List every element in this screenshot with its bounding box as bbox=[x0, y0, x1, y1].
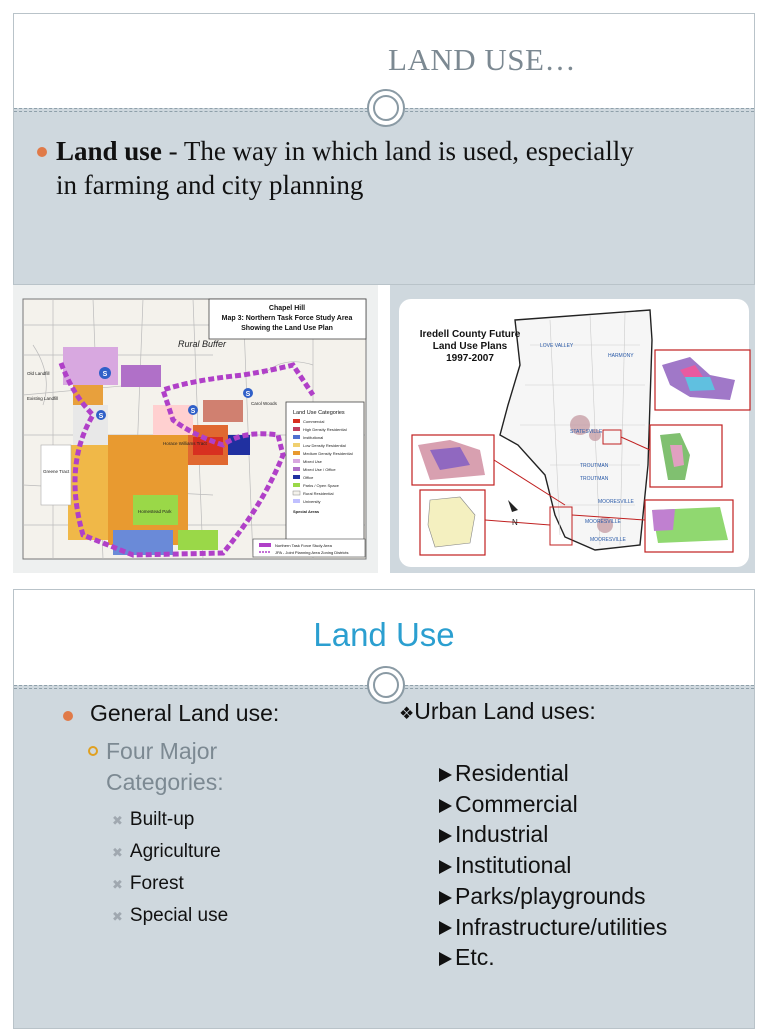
svg-text:High Density Residential: High Density Residential bbox=[303, 427, 347, 432]
sub-title-line2: Categories: bbox=[106, 769, 224, 795]
svg-text:Homestead Park: Homestead Park bbox=[138, 509, 172, 514]
svg-text:LOVE VALLEY: LOVE VALLEY bbox=[540, 343, 574, 349]
svg-text:Mixed Use / Office: Mixed Use / Office bbox=[303, 467, 336, 472]
list-item bbox=[439, 912, 667, 943]
list-item bbox=[112, 804, 228, 836]
rural-buffer-label: Rural Buffer bbox=[178, 339, 227, 349]
svg-text:Special Areas: Special Areas bbox=[293, 509, 320, 514]
svg-text:Low Density Residential: Low Density Residential bbox=[303, 443, 346, 448]
svg-text:Greene Tract: Greene Tract bbox=[43, 469, 70, 474]
iredell-map-frame bbox=[390, 285, 755, 573]
svg-text:MOORESVILLE: MOORESVILLE bbox=[598, 499, 634, 505]
map-title-line3: Showing the Land Use Plan bbox=[241, 325, 333, 332]
svg-text:S: S bbox=[190, 408, 196, 415]
footer-legend-1: Northern Task Force Study Area bbox=[275, 543, 332, 548]
divider-ring-icon bbox=[367, 89, 405, 127]
iredell-title-line2: Land Use Plans bbox=[432, 341, 508, 352]
bullet-icon bbox=[37, 147, 47, 157]
svg-text:S: S bbox=[245, 391, 251, 398]
svg-text:N: N bbox=[512, 518, 518, 527]
list-item bbox=[439, 881, 667, 912]
svg-text:MOORESVILLE: MOORESVILLE bbox=[590, 537, 626, 543]
arrow-bullet-icon bbox=[439, 799, 452, 813]
slide-title: LAND USE… bbox=[388, 42, 576, 77]
definition-bullet bbox=[56, 134, 656, 202]
map-title-line1: Chapel Hill bbox=[268, 305, 306, 312]
sub-title-line1: Four Major bbox=[106, 738, 218, 764]
arrow-bullet-icon bbox=[439, 921, 452, 935]
svg-text:Institutional: Institutional bbox=[303, 435, 324, 440]
arrow-bullet-icon bbox=[439, 768, 452, 782]
svg-text:TROUTMAN: TROUTMAN bbox=[580, 476, 609, 482]
cross-bullet-icon: ✖ bbox=[112, 877, 123, 892]
diamond-bullet-icon: ❖ bbox=[399, 704, 415, 723]
category-label: Forest bbox=[129, 873, 184, 894]
arrow-bullet-icon bbox=[439, 829, 452, 843]
urban-item-label: Institutional bbox=[455, 852, 572, 879]
urban-land-uses-heading bbox=[399, 698, 596, 725]
list-item bbox=[112, 868, 228, 900]
svg-text:Mixed Use: Mixed Use bbox=[303, 459, 322, 464]
chapel-hill-map bbox=[13, 285, 378, 573]
chapel-hill-map-frame bbox=[13, 285, 378, 573]
urban-item-label: Commercial bbox=[455, 790, 578, 817]
svg-text:S: S bbox=[102, 371, 108, 378]
svg-text:STATESVILLE: STATESVILLE bbox=[570, 429, 603, 435]
general-land-use: General Land use: bbox=[90, 700, 280, 726]
svg-text:Carol Woods: Carol Woods bbox=[251, 401, 277, 406]
arrow-bullet-icon bbox=[439, 891, 452, 905]
cross-bullet-icon: ✖ bbox=[112, 813, 123, 828]
svg-text:S: S bbox=[98, 413, 104, 420]
list-item bbox=[439, 789, 667, 820]
urban-item-label: Infrastructure/utilities bbox=[455, 913, 668, 940]
term-dash: - bbox=[161, 136, 184, 166]
list-item bbox=[439, 850, 667, 881]
list-item bbox=[112, 836, 228, 868]
list-item bbox=[439, 758, 667, 789]
svg-text:MOORESVILLE: MOORESVILLE bbox=[585, 519, 621, 525]
urban-item-label: Residential bbox=[455, 760, 569, 786]
urban-list bbox=[439, 758, 667, 973]
svg-text:Parks / Open Space: Parks / Open Space bbox=[303, 483, 339, 488]
svg-text:Commercial: Commercial bbox=[303, 419, 325, 424]
svg-text:Old Landfill: Old Landfill bbox=[27, 371, 50, 376]
cross-bullet-icon: ✖ bbox=[112, 845, 123, 860]
map-title-line2: Map 3: Northern Task Force Study Area bbox=[221, 315, 353, 322]
term: Land use bbox=[56, 136, 162, 166]
urban-item-label: Industrial bbox=[455, 821, 549, 848]
arrow-bullet-icon bbox=[439, 860, 452, 874]
svg-text:Existing Landfill: Existing Landfill bbox=[27, 396, 59, 401]
cross-bullet-icon: ✖ bbox=[112, 909, 123, 924]
urban-item-label: Parks/playgrounds bbox=[455, 882, 646, 909]
category-label: Built-up bbox=[129, 809, 195, 830]
definition-text: The way in which land is used, especially in farming and city planning bbox=[56, 136, 634, 200]
iredell-title-line1: Iredell County Future bbox=[419, 329, 521, 340]
footer-legend-2: JPA - Joint Planning Area Zoning Districts bbox=[275, 550, 349, 555]
svg-text:Medium Density Residential: Medium Density Residential bbox=[303, 451, 353, 456]
sub-bullet-icon bbox=[88, 746, 98, 756]
list-item bbox=[439, 942, 667, 973]
list-item bbox=[439, 819, 667, 850]
urban-item-label: Etc. bbox=[455, 944, 495, 971]
urban-title: Urban Land uses: bbox=[414, 698, 596, 724]
category-label: Special use bbox=[129, 905, 229, 926]
slide-title: Land Use bbox=[313, 616, 455, 653]
svg-text:Horace Williams Tract: Horace Williams Tract bbox=[163, 441, 207, 446]
list-item bbox=[112, 900, 228, 932]
svg-text:TROUTMAN: TROUTMAN bbox=[580, 463, 609, 469]
arrow-bullet-icon bbox=[439, 952, 452, 966]
svg-text:Rural Residential: Rural Residential bbox=[303, 491, 334, 496]
slide-land-use-categories bbox=[13, 589, 755, 1029]
svg-text:HARMONY: HARMONY bbox=[608, 353, 634, 359]
slide-land-use-definition bbox=[13, 13, 755, 285]
four-major-categories bbox=[106, 736, 224, 798]
iredell-title-line3: 1997-2007 bbox=[446, 353, 494, 364]
iredell-county-map bbox=[390, 285, 755, 573]
bullet-icon bbox=[63, 711, 73, 721]
category-list bbox=[112, 804, 228, 932]
svg-text:Office: Office bbox=[303, 475, 314, 480]
category-label: Agriculture bbox=[129, 841, 221, 862]
legend-title: Land Use Categories bbox=[293, 410, 345, 416]
svg-text:University: University bbox=[303, 499, 321, 504]
